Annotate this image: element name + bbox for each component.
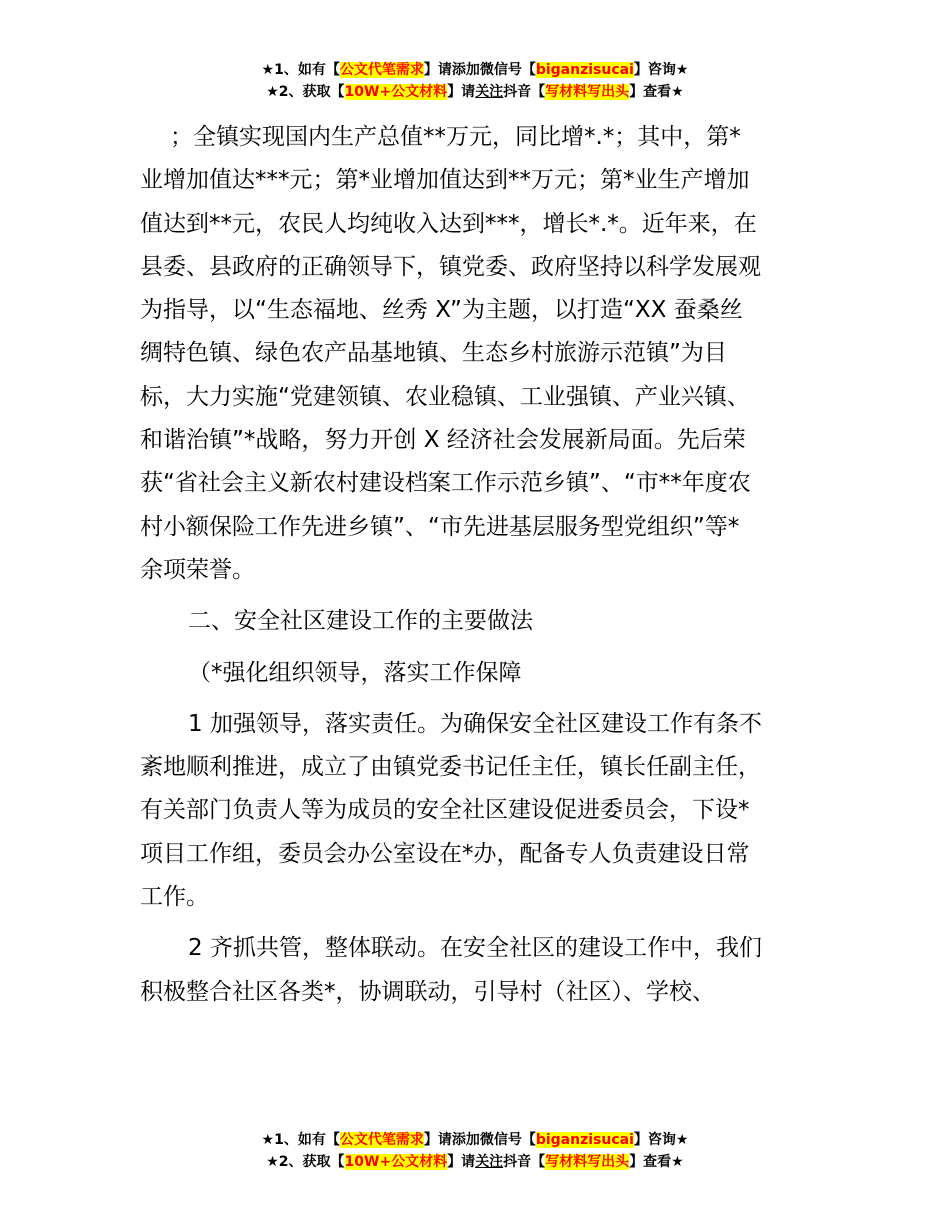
text-line: 1 加强领导，落实责任。为确保安全社区建设工作有条不	[188, 710, 762, 737]
text-line: 标，大力实施“党建领镇、农业稳镇、工业强镇、产业兴镇、	[140, 383, 750, 410]
text-line: 2 齐抓共管，整体联动。在安全社区的建设工作中，我们	[188, 935, 762, 962]
banner-highlight: biganzisucai	[535, 62, 634, 78]
text-line: 绸特色镇、绿色农产品基地镇、生态乡村旅游示范镇”为目	[140, 340, 727, 367]
document-body	[140, 116, 812, 1014]
banner-text: 】请	[447, 1154, 476, 1170]
section-heading: 二、安全社区建设工作的主要做法	[188, 608, 533, 635]
banner-text: ★1、如有【	[261, 1132, 340, 1148]
banner-text: 抖音【	[503, 84, 546, 100]
text-line: 值达到**元，农民人均纯收入达到***，增长*.*。近年来，在	[140, 210, 757, 237]
banner-line-1	[0, 59, 950, 81]
banner-text: 】咨询★	[633, 62, 689, 78]
banner-highlight: 写材料写出头	[545, 84, 630, 100]
text-line: 业增加值达***元；第*业增加值达到**万元；第*业生产增加	[140, 167, 750, 194]
footer-banner	[0, 1129, 950, 1173]
banner-line-2	[0, 1151, 950, 1173]
paragraph-coordination	[140, 927, 812, 1014]
banner-text: 】查看★	[629, 1154, 684, 1170]
banner-text: 】查看★	[629, 84, 684, 100]
header-banner	[0, 59, 950, 103]
banner-line-2	[0, 81, 950, 103]
banner-underline: 关注	[475, 84, 504, 100]
banner-text: 抖音【	[503, 1154, 546, 1170]
banner-highlight: 写材料写出头	[545, 1154, 630, 1170]
banner-underline: 关注	[475, 1154, 504, 1170]
banner-text: 】请	[447, 84, 476, 100]
text-line: 县委、县政府的正确领导下，镇党委、政府坚持以科学发展观	[140, 253, 761, 280]
banner-line-1	[0, 1129, 950, 1151]
banner-highlight: biganzisucai	[535, 1132, 634, 1148]
text-line: 余项荣誉。	[140, 556, 255, 583]
banner-highlight: 10W+公文材料	[344, 84, 448, 100]
text-line: 获“省社会主义新农村建设档案工作示范乡镇”、“市**年度农	[140, 470, 751, 497]
text-line: 和谐治镇”*战略，努力开创 X 经济社会发展新局面。先后荣	[140, 427, 746, 454]
banner-text: ★2、获取【	[266, 84, 345, 100]
paragraph-leadership	[140, 703, 812, 919]
text-line: 有关部门负责人等为成员的安全社区建设促进委员会，下设*	[140, 797, 750, 824]
text-line: 项目工作组，委员会办公室设在*办，配备专人负责建设日常	[140, 840, 750, 867]
section-subheading: （*强化组织领导，落实工作保障	[188, 659, 522, 686]
banner-text: 】咨询★	[633, 1132, 689, 1148]
banner-highlight: 10W+公文材料	[344, 1154, 448, 1170]
text-line: 为指导，以“生态福地、丝秀 X”为主题，以打造“XX 蚕桑丝	[140, 297, 743, 324]
text-line: ；全镇实现国内生产总值**万元，同比增*.*；其中，第*	[170, 124, 741, 150]
paragraph-overview	[140, 116, 812, 592]
banner-text: 】请添加微信号【	[423, 1132, 536, 1148]
text-line: 工作。	[140, 884, 209, 911]
banner-text: ★2、获取【	[266, 1154, 345, 1170]
banner-highlight: 公文代笔需求	[339, 62, 424, 78]
text-line: 紊地顺利推进，成立了由镇党委书记任主任，镇长任副主任，	[140, 754, 761, 781]
banner-highlight: 公文代笔需求	[339, 1132, 424, 1148]
banner-text: 】请添加微信号【	[423, 62, 536, 78]
banner-text: ★1、如有【	[261, 62, 340, 78]
text-line: 村小额保险工作先进乡镇”、“市先进基层服务型党组织”等*	[140, 513, 740, 540]
text-line: 积极整合社区各类*，协调联动，引导村（社区）、学校、	[140, 978, 715, 1005]
